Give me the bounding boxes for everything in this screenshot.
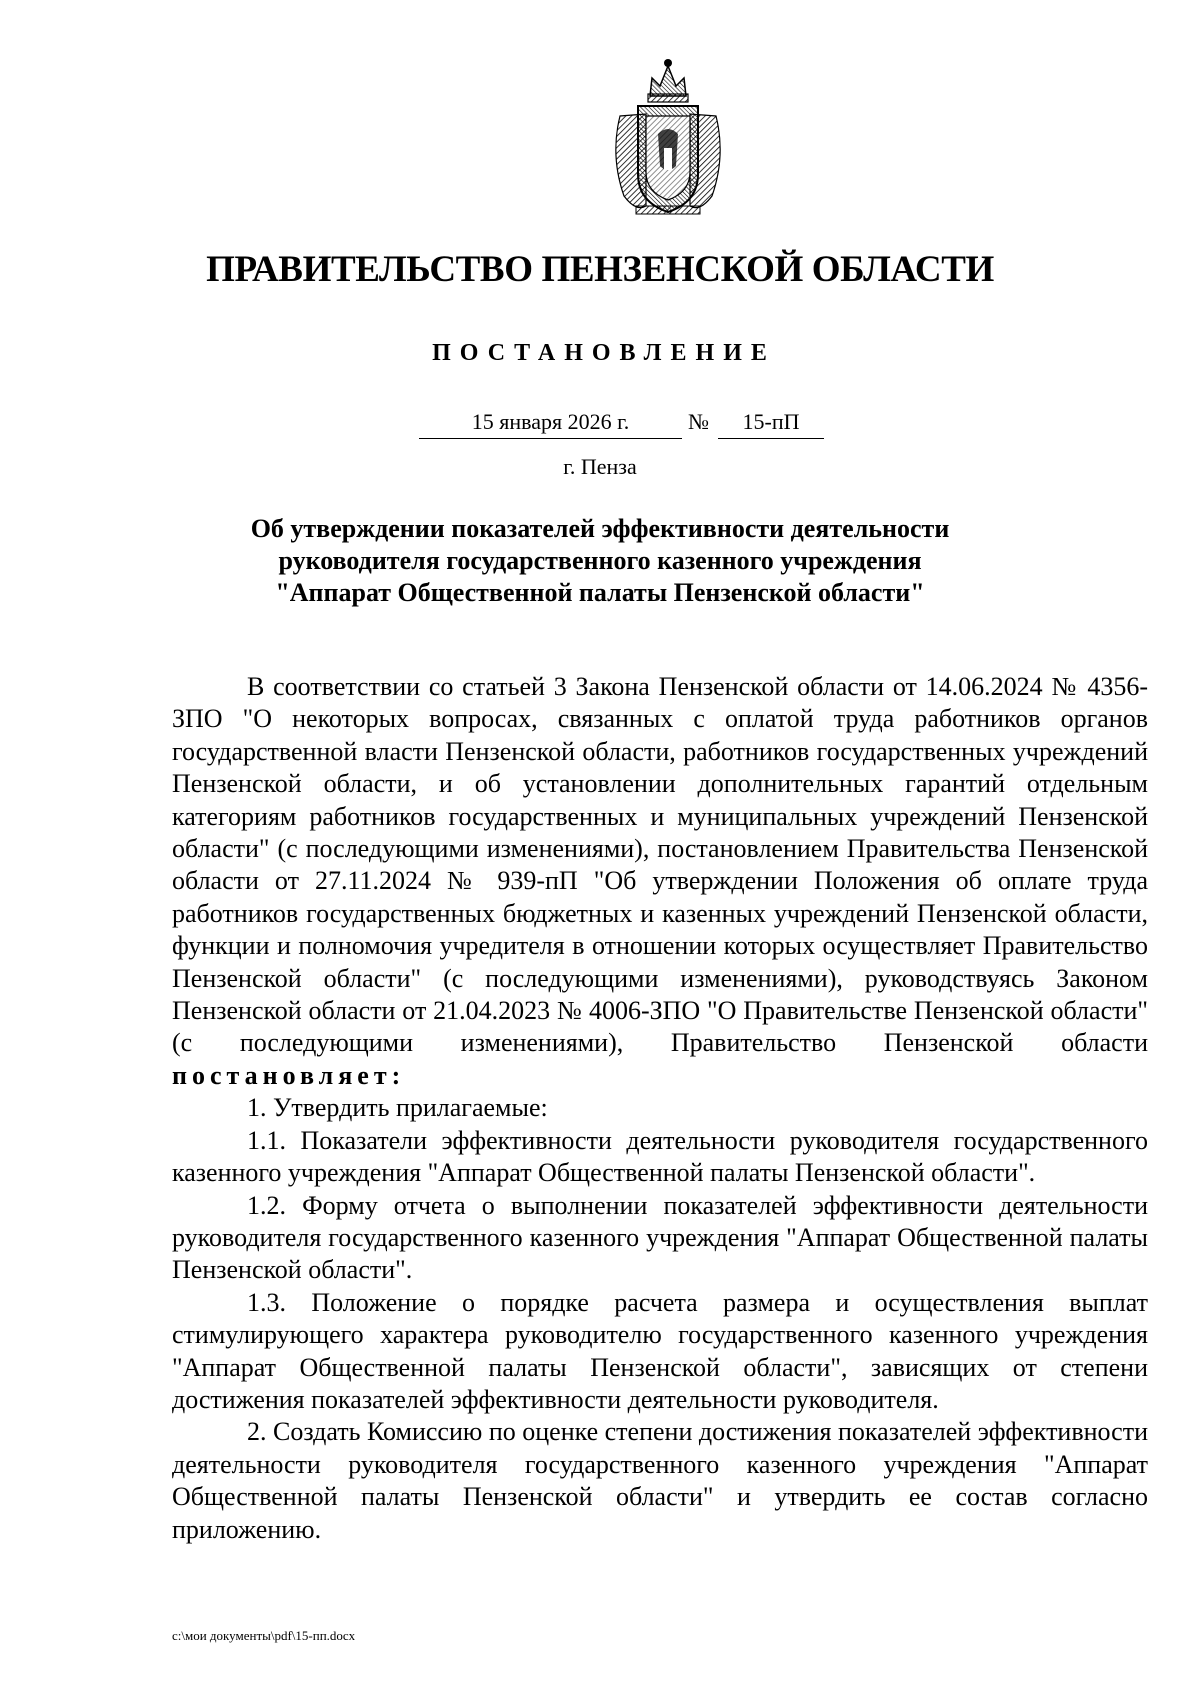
coat-of-arms-emblem xyxy=(606,56,730,218)
heading-line: "Аппарат Общественной палаты Пензенской области" xyxy=(275,578,925,607)
document-heading xyxy=(150,513,1050,609)
decree-word: постановляет: xyxy=(172,1060,406,1090)
document-number: 15-пП xyxy=(718,409,824,439)
government-title: ПРАВИТЕЛЬСТВО ПЕНЗЕНСКОЙ ОБЛАСТИ xyxy=(206,249,994,290)
date-number-line xyxy=(0,409,1200,443)
list-item: 1. Утвердить прилагаемые: xyxy=(247,1093,548,1123)
list-item: 1.2. Форму отчета о выполнении показателей эффективности деятельности руководителя государственного казенного учреждения "Аппарат Общественной палаты Пензенской области". xyxy=(172,1190,1148,1285)
city-name: г. Пенза xyxy=(563,454,637,479)
document-body xyxy=(172,671,1148,1546)
list-item: 1.1. Показатели эффективности деятельности руководителя государственного казенного учреждения "Аппарат Общественной палаты Пензенской области". xyxy=(172,1125,1148,1188)
document-date: 15 января 2026 г. xyxy=(419,409,682,439)
file-path-footer: c:\мои документы\pdf\15-пп.docx xyxy=(172,1628,356,1643)
document-type-title: ПОСТАНОВЛЕНИЕ xyxy=(432,340,776,366)
heading-line: руководителя государственного казенного учреждения xyxy=(278,546,922,575)
preamble-paragraph xyxy=(172,671,1148,1092)
list-item: 2. Создать Комиссию по оценке степени достижения показателей эффективности деятельности руководителя государственного казенного учреждения "Аппарат Общественной палаты Пензенской области" и утвердить ее состав согласно приложению. xyxy=(172,1417,1148,1544)
list-item: 1.3. Положение о порядке расчета размера и осуществления выплат стимулирующего характера руководителю государственного казенного учреждения "Аппарат Общественной палаты Пензенской области", зависящих от степени достижения показателей эффективности деятельности руководителя. xyxy=(172,1287,1148,1414)
number-sign: № xyxy=(688,409,709,434)
heading-line: Об утверждении показателей эффективности деятельности xyxy=(250,514,950,543)
preamble-text: В соответствии со статьей 3 Закона Пензенской области от 14.06.2024 № 4356-ЗПО "О некоторых вопросах, связанных с оплатой труда работников органов государственной власти Пензенской области, работников государственных учреждений Пензенской области, и об установлении дополнительных гарантий отдельным категориям работников государственных и муниципальных учреждений Пензенской области" (с последующими изменениями), постановлением Правительства Пензенской области от 27.11.2024 № 939-пП "Об утверждении Положения об оплате труда работников государственных бюджетных и казенных учреждений Пензенской области, функции и полномочия учредителя в отношении которых осуществляет Правительство Пензенской области" (с последующими изменениями), руководствуясь Законом Пензенской области от 21.04.2023 № 4006-ЗПО "О Правительстве Пензенской области" (с последующими изменениями), Правительство Пензенской области xyxy=(172,672,1148,1058)
